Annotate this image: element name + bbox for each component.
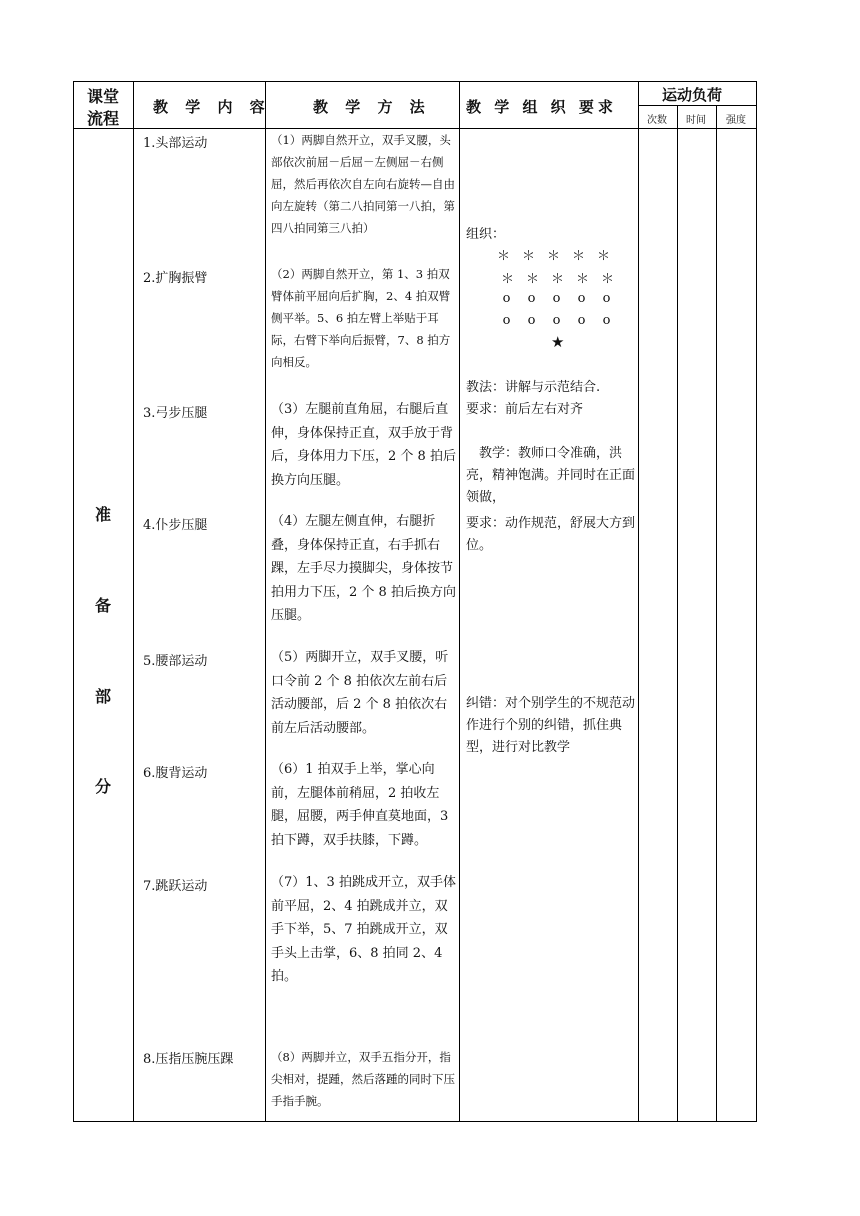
method-text-7: （7）1、3 拍跳成开立，双手体前平屈，2、4 拍跳成并立，双手下举，5、7 拍跳成开立，双手头上击掌，6、8 拍同 2、4 拍。	[271, 875, 456, 984]
org-requirement-1: 要求：前后左右对齐	[466, 402, 584, 417]
method-text-5: （5）两脚开立，双手叉腰，听口令前 2 个 8 拍依次左前右后活动腰部，后 2 个 8 拍依次右前左后活动腰部。	[271, 650, 449, 736]
formation-row-2	[495, 268, 620, 287]
method-text-2: （2）两脚自然开立，第 1、3 拍双臂体前平屈向后扩胸，2、4 拍双臂侧平举。5、6 拍左臂上举贴于耳际，右臂下举向后振臂，7、8 拍方向相反。	[271, 267, 451, 369]
content-item-3: 3.弓步压腿	[143, 406, 208, 421]
student-mark: o	[502, 313, 511, 328]
header-organization: 教 学 组 织 要求	[466, 98, 617, 116]
table-border-top	[73, 81, 757, 82]
student-mark: o	[602, 291, 611, 306]
student-mark: ＊	[525, 272, 539, 287]
student-mark: ＊	[571, 249, 585, 264]
content-item-2: 2.扩胸振臂	[143, 271, 208, 286]
col-divider-1	[133, 81, 134, 1122]
header-method: 教 学 方 法	[313, 98, 431, 116]
content-item-6: 6.腹背运动	[143, 766, 208, 781]
header-exercise-load: 运动负荷	[662, 86, 723, 104]
method-text-3: （3）左腿前直角屈，右腿后直伸，身体保持正直，双手放于背后，身体用力下压，2 个 8 拍后换方向压腿。	[271, 402, 456, 488]
col-divider-2	[265, 81, 266, 1122]
student-mark: ＊	[550, 272, 564, 287]
student-mark: o	[552, 291, 561, 306]
method-text-4: （4）左腿左侧直伸，右腿折叠，身体保持正直，右手抓右踝，左手尽力摸脚尖，身体按节拍用力下压，2 个 8 拍后换方向压腿。	[271, 514, 456, 623]
student-mark: o	[577, 291, 586, 306]
student-mark: o	[602, 313, 611, 328]
lesson-plan-table	[73, 81, 757, 1122]
table-border-right	[756, 81, 757, 1122]
student-mark: ＊	[496, 249, 510, 264]
section-char-2: 备	[94, 596, 111, 615]
content-item-4: 4.仆步压腿	[143, 518, 208, 533]
formation-row-1	[491, 245, 616, 264]
header-subline-load	[638, 105, 757, 106]
col-divider-3	[459, 81, 460, 1122]
header-content: 教 学 内 容	[153, 98, 271, 116]
header-load-time: 时间	[686, 115, 706, 126]
student-mark: ＊	[596, 249, 610, 264]
student-mark: ＊	[521, 249, 535, 264]
org-teaching-note: 教学：教师口令准确，洪亮，精神饱满。并同时在正面领做，	[466, 446, 636, 505]
table-border-bottom	[73, 1121, 757, 1122]
content-item-8: 8.压指压腕压踝	[143, 1052, 234, 1067]
formation-row-4	[494, 313, 619, 328]
student-mark: ＊	[546, 249, 560, 264]
org-label: 组织：	[466, 227, 506, 242]
star-icon: ★	[551, 333, 565, 351]
student-mark: ＊	[600, 272, 614, 287]
student-mark: ＊	[500, 272, 514, 287]
student-mark: o	[527, 291, 536, 306]
content-item-7: 7.跳跃运动	[143, 879, 208, 894]
header-load-count: 次数	[647, 115, 667, 126]
content-item-1: 1.头部运动	[143, 136, 208, 151]
student-mark: ＊	[575, 272, 589, 287]
student-mark: o	[527, 313, 536, 328]
col-divider-6	[716, 105, 717, 1122]
header-flow-line2: 流程	[87, 109, 120, 128]
method-text-6: （6）1 拍双手上举，掌心向前，左腿体前稍屈，2 拍收左腿，屈腰，两手伸直莫地面，3 拍下蹲，双手扶膝，下蹲。	[271, 762, 449, 848]
formation-row-3	[494, 291, 619, 306]
section-char-4: 分	[94, 777, 111, 796]
org-correction: 纠错：对个别学生的不规范动作进行个别的纠错，抓住典型，进行对比教学	[466, 696, 636, 755]
student-mark: o	[502, 291, 511, 306]
section-char-3: 部	[94, 687, 111, 706]
student-mark: o	[577, 313, 586, 328]
org-teaching-method: 教法：讲解与示范结合.	[466, 380, 601, 395]
method-text-1: （1）两脚自然开立，双手叉腰，头部依次前屈－后屈－左侧屈－右侧屈，然后再依次自左向右旋转—自由向左旋转（第二八拍同第一八拍，第四八拍同第三八拍）	[271, 133, 455, 235]
student-mark: o	[552, 313, 561, 328]
section-char-1: 准	[94, 505, 111, 524]
content-item-5: 5.腰部运动	[143, 654, 208, 669]
col-divider-5	[677, 105, 678, 1122]
header-flow-line1: 课堂	[87, 87, 120, 106]
col-divider-4	[638, 81, 639, 1122]
org-requirement-2: 要求：动作规范，舒展大方到位。	[466, 516, 636, 553]
header-load-intensity: 强度	[726, 115, 746, 126]
method-text-8: （8）两脚并立，双手五指分开，指尖相对，提踵，然后落踵的同时下压手指手腕。	[271, 1050, 455, 1108]
